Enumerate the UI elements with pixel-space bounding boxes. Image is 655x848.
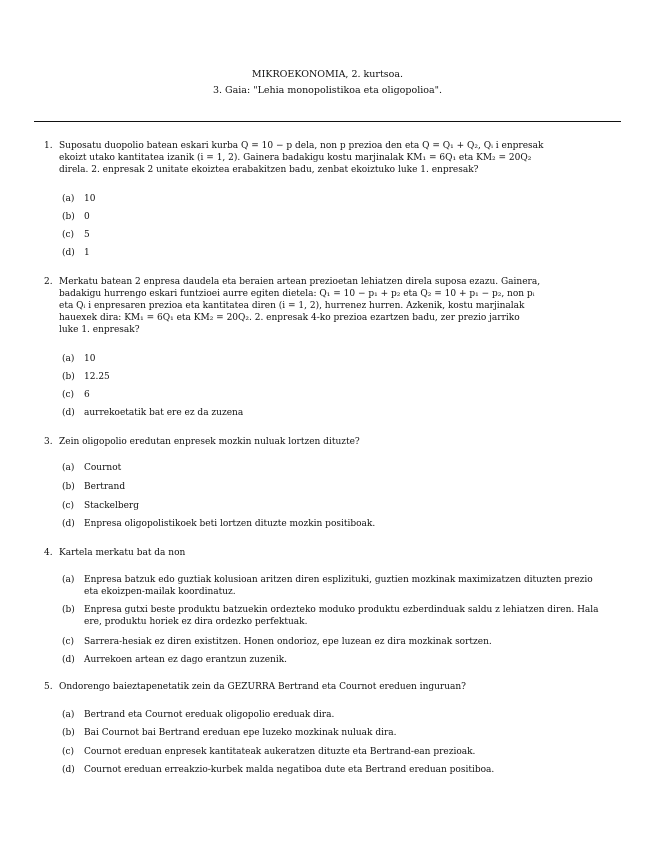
option-text: Cournot ereduan erreakzio-kurbek malda negatiboa dute eta Bertrand ereduan positiboa. — [84, 765, 495, 775]
question-text — [59, 140, 610, 176]
option-label: (c) — [62, 747, 75, 757]
option-label: (b) — [62, 728, 75, 738]
question-text — [59, 276, 610, 336]
option-text: 5 — [84, 230, 90, 240]
question-line: direla. 2. enpresak 2 unitate ekoiztea erabakitzen badu, zenbat ekoiztuko luke 1. enpresak? — [59, 165, 479, 175]
question-line: eta Qᵢ i enpresaren prezioa eta kantitatea diren (i = 1, 2), hurrenez hurren. Azkenik, kostu marjinalak — [59, 301, 525, 311]
option-label: (d) — [62, 655, 75, 665]
option-text: Cournot ereduan enpresek kantitateak aukeratzen dituzte eta Bertrand-ean prezioak. — [84, 747, 476, 757]
option-label: (a) — [62, 575, 75, 585]
option-label: (a) — [62, 354, 75, 364]
question-line: ekoizt utako kantitatea izanik (i = 1, 2). Gainera badakigu kostu marjinalak KM₁ = 6Q₁ eta KM₂ = 20Q₂ — [59, 153, 532, 163]
option-text: Cournot — [84, 463, 122, 473]
option-label: (c) — [62, 230, 75, 240]
option-label: (c) — [62, 637, 75, 647]
option-label: (a) — [62, 463, 75, 473]
question-line: Suposatu duopolio batean eskari kurba Q = 10 − p dela, non p prezioa den eta Q = Q₁ + Q₂, Qᵢ i enpresak — [59, 141, 544, 151]
question-number: 1. — [44, 141, 53, 151]
option-text: Sarrera-hesiak ez diren existitzen. Honen ondorioz, epe luzean ez dira mozkinak sortzen. — [84, 637, 492, 647]
option-label: (d) — [62, 408, 75, 418]
question-text — [59, 681, 610, 693]
option-text: Enpresa batzuk edo guztiak kolusioan aritzen diren esplizituki, guztien mozkinak maximizatzen dituzten prezio — [84, 575, 593, 585]
option-text: 12.25 — [84, 372, 110, 382]
option-label: (d) — [62, 248, 75, 258]
option-label: (b) — [62, 212, 75, 222]
option-label: (a) — [62, 194, 75, 204]
option-text: Enpresa gutxi beste produktu batzuekin ordezteko moduko produktu ezberdinduak saldu z lehiatzen diren. Hala — [84, 605, 599, 615]
topic-subtitle: 3. Gaia: "Lehia monopolistikoa eta oligopolioa". — [212, 85, 443, 96]
option-text: aurrekoetatik bat ere ez da zuzena — [84, 408, 244, 418]
option-label: (c) — [62, 390, 75, 400]
question-line: Zein oligopolio eredutan enpresek mozkin nuluak lortzen dituzte? — [59, 437, 360, 447]
option-label: (b) — [62, 605, 75, 615]
question-number: 4. — [44, 548, 53, 558]
option-label: (c) — [62, 501, 75, 511]
option-text: 1 — [84, 248, 90, 258]
option-text: 10 — [84, 354, 96, 364]
option-text: Bertrand — [84, 482, 126, 492]
question-number: 3. — [44, 437, 53, 447]
option-text: Bai Cournot bai Bertrand ereduan epe luzeko mozkinak nuluak dira. — [84, 728, 397, 738]
horizontal-rule — [34, 121, 621, 122]
question-text — [59, 436, 610, 448]
option-text: ere, produktu horiek ez dira ordezko perfektuak. — [84, 617, 308, 627]
option-label: (b) — [62, 482, 75, 492]
option-text: Stackelberg — [84, 501, 139, 511]
question-text — [59, 547, 610, 559]
question-line: Kartela merkatu bat da non — [59, 548, 186, 558]
option-text: 6 — [84, 390, 90, 400]
option-label: (b) — [62, 372, 75, 382]
option-text: eta ekoizpen-mailak koordinatuz. — [84, 587, 236, 597]
question-line: hauexek dira: KM₁ = 6Q₁ eta KM₂ = 20Q₂. 2. enpresak 4-ko prezioa ezartzen badu, zer prezio jarriko — [59, 313, 520, 323]
option-text: Bertrand eta Cournot ereduak oligopolio ereduak dira. — [84, 710, 335, 720]
option-text: Aurrekoen artean ez dago erantzun zuzenik. — [84, 655, 288, 665]
question-line: Merkatu batean 2 enpresa daudela eta beraien artean prezioetan lehiatzen direla suposa ezazu. Gainera, — [59, 277, 541, 287]
option-text: 0 — [84, 212, 90, 222]
question-line: Ondorengo baieztapenetatik zein da GEZURRA Bertrand eta Cournot ereduen inguruan? — [59, 682, 467, 692]
question-number: 2. — [44, 277, 53, 287]
option-text: Enpresa oligopolistikoek beti lortzen dituzte mozkin positiboak. — [84, 519, 376, 529]
question-number: 5. — [44, 682, 53, 692]
document-title: MIKROEKONOMIA, 2. kurtsoa. — [251, 69, 404, 80]
option-text: 10 — [84, 194, 96, 204]
option-label: (d) — [62, 765, 75, 775]
option-label: (d) — [62, 519, 75, 529]
option-label: (a) — [62, 710, 75, 720]
question-line: luke 1. enpresak? — [59, 325, 140, 335]
question-line: badakigu hurrengo eskari funtzioei aurre egiten dietela: Q₁ = 10 − p₁ + p₂ eta Q₂ = 10 + p₁ − p₂, non pᵢ — [59, 289, 535, 299]
